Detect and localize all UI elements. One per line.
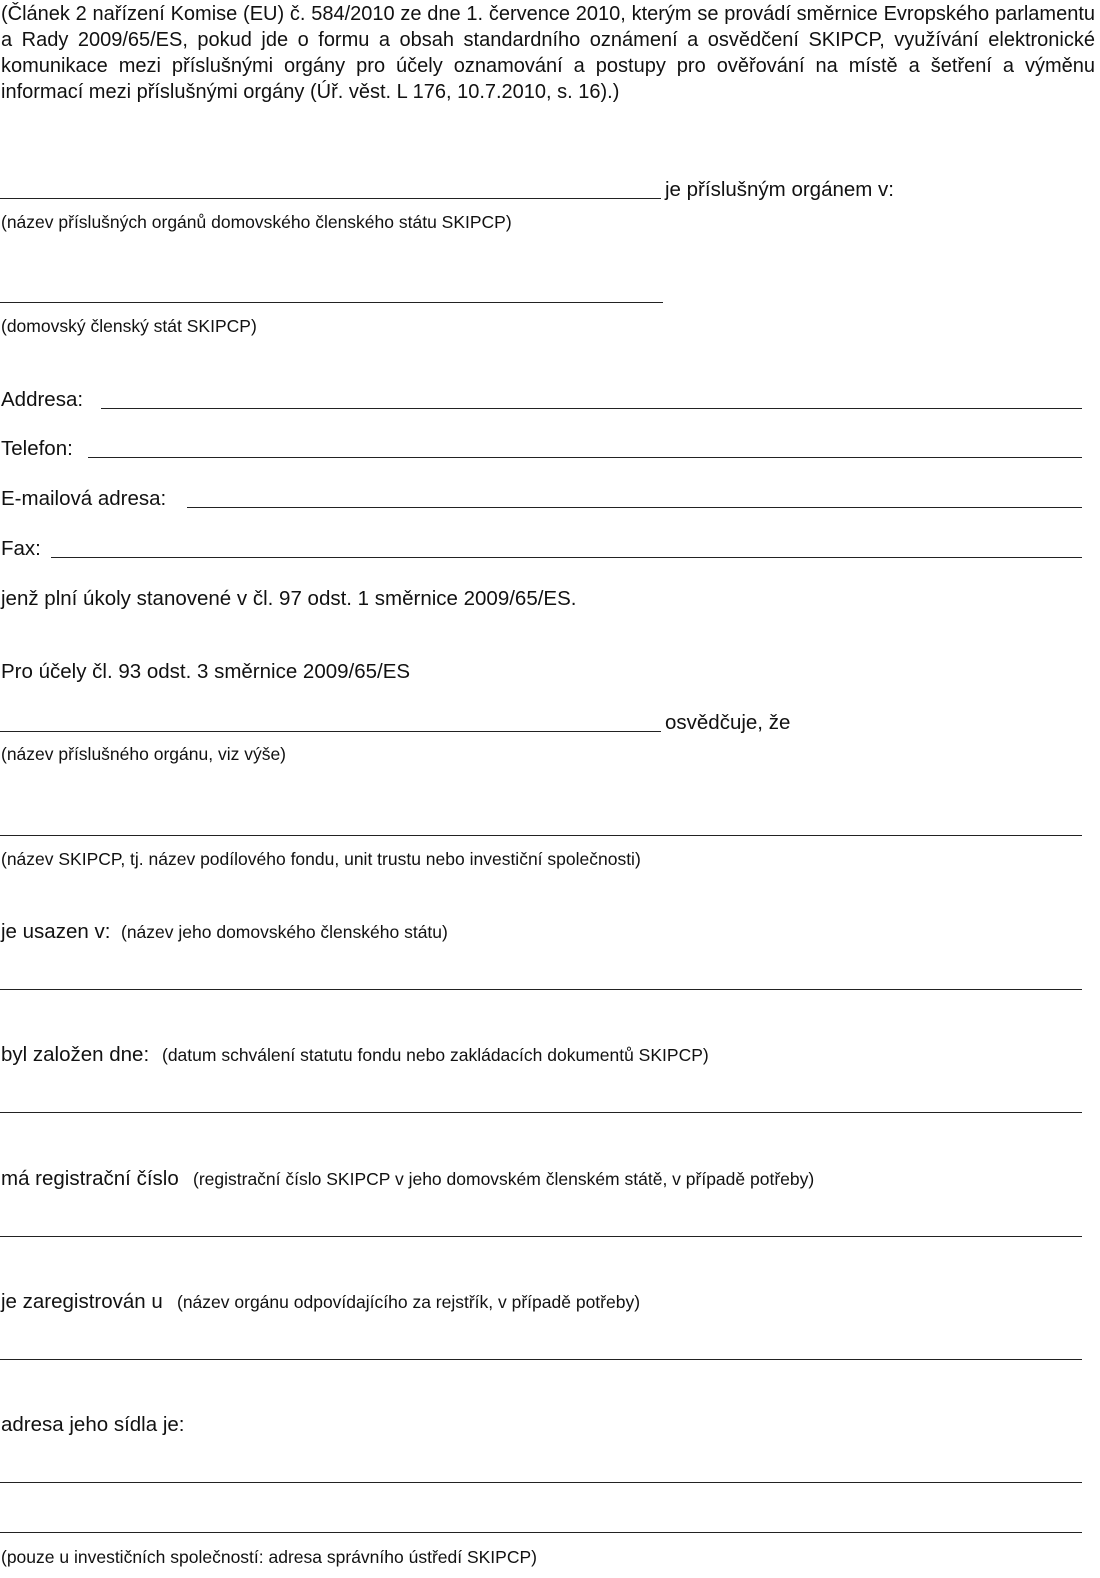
tasks-text: jenž plní úkoly stanovené v čl. 97 odst. 1 směrnice 2009/65/ES. — [1, 587, 577, 610]
authority-caption: (název příslušných orgánů domovského členského státu SKIPCP) — [1, 212, 512, 232]
registered-label: je zaregistrován u — [1, 1290, 163, 1313]
founded-field[interactable] — [0, 1112, 1082, 1113]
seat-field-line-2[interactable] — [0, 1532, 1082, 1533]
fax-label: Fax: — [1, 537, 41, 560]
established-field[interactable] — [0, 989, 1082, 990]
registered-hint: (název orgánu odpovídajícího za rejstřík, v případě potřeby) — [177, 1292, 641, 1312]
regnum-label: má registrační číslo — [1, 1167, 179, 1190]
regnum-field[interactable] — [0, 1236, 1082, 1237]
ucits-name-caption: (název SKIPCP, tj. název podílového fondu, unit trustu nebo investiční společnosti) — [1, 849, 641, 869]
purpose-text: Pro účely čl. 93 odst. 3 směrnice 2009/65/ES — [1, 660, 411, 683]
authority-suffix: je příslušným orgánem v: — [665, 178, 895, 201]
established-label: je usazen v: — [1, 920, 111, 943]
ucits-name-field[interactable] — [0, 835, 1082, 836]
address-field[interactable] — [101, 408, 1082, 409]
home-state-field[interactable] — [0, 302, 663, 303]
registered-field[interactable] — [0, 1359, 1082, 1360]
founded-label: byl založen dne: — [1, 1043, 150, 1066]
established-hint: (název jeho domovského členského státu) — [121, 922, 448, 942]
seat-label: adresa jeho sídla je: — [1, 1413, 185, 1436]
address-label: Addresa: — [1, 388, 84, 411]
authority-name-field[interactable] — [0, 198, 661, 199]
certifies-suffix: osvědčuje, že — [665, 711, 791, 734]
certifying-authority-caption: (název příslušného orgánu, viz výše) — [1, 744, 286, 764]
email-label: E-mailová adresa: — [1, 487, 167, 510]
certifying-authority-field[interactable] — [0, 731, 661, 732]
seat-field-line-1[interactable] — [0, 1482, 1082, 1483]
phone-label: Telefon: — [1, 437, 73, 460]
seat-caption: (pouze u investičních společností: adresa správního ústředí SKIPCP) — [1, 1547, 537, 1567]
email-field[interactable] — [187, 507, 1082, 508]
founded-hint: (datum schválení statutu fondu nebo zakládacích dokumentů SKIPCP) — [162, 1045, 709, 1065]
regnum-hint: (registrační číslo SKIPCP v jeho domovském členském státě, v případě potřeby) — [193, 1169, 815, 1189]
home-state-caption: (domovský členský stát SKIPCP) — [1, 316, 257, 336]
phone-field[interactable] — [88, 457, 1082, 458]
intro-paragraph: (Článek 2 nařízení Komise (EU) č. 584/2010 ze dne 1. července 2010, kterým se provádí směrnice Evropského parlamentu a Rady 2009/65/ES, pokud jde o formu a obsah standardního oznámení a osvědčení SKIPCP, využívání elektronické komunikace mezi příslušnými orgány pro účely oznamování a postupy pro ověřování na místě a šetření a výměnu informací mezi příslušnými orgány (Úř. věst. L 176, 10.7.2010, s. 16).) — [1, 3, 1095, 103]
fax-field[interactable] — [51, 557, 1082, 558]
